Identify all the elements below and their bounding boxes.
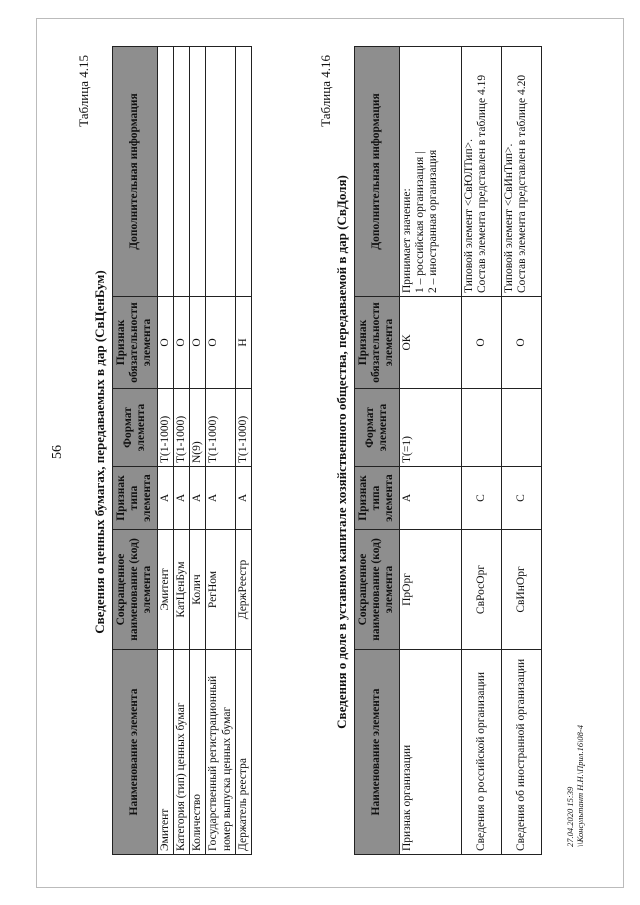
element-info-cell	[501, 47, 541, 297]
element-type-cell: А	[399, 467, 461, 530]
page-number: 56	[50, 445, 65, 459]
column-header: Наименование элемента	[355, 650, 400, 855]
element-info-cell	[173, 47, 189, 297]
element-required-cell: О	[190, 297, 206, 389]
element-name-cell: Сведения о российской организации	[461, 650, 501, 855]
table-header-row	[113, 47, 158, 855]
share-capital-table	[354, 46, 542, 855]
element-name-cell: Количество	[190, 650, 206, 855]
element-code-cell: Колич	[190, 530, 206, 650]
securities-table	[112, 46, 252, 855]
element-format-cell: Т(=1)	[399, 389, 461, 467]
info-line: Состав элемента представлен в таблице 4.19	[475, 74, 488, 293]
column-header: Формат элемента	[113, 389, 158, 467]
footer-stamp	[565, 725, 585, 847]
element-info-cell	[206, 47, 235, 297]
element-format-cell: Т(1-1000)	[157, 389, 173, 467]
element-name-cell: Государственный регистрационный номер выпуска ценных бумаг	[206, 650, 235, 855]
column-header: Наименование элемента	[113, 650, 158, 855]
element-code-cell: Эмитент	[157, 530, 173, 650]
table-4-15-title: Сведения о ценных бумагах, передаваемых в дар (СвЦенБум)	[92, 270, 107, 634]
table-row	[501, 47, 541, 855]
table-4-15-number: Таблица 4.15	[76, 55, 91, 127]
column-header: Сокращенное наименование (код) элемента	[113, 530, 158, 650]
table-4-16-title: Сведения о доле в уставном капитале хозяйственного общества, передаваемой в дар (СвДоля)	[334, 175, 349, 729]
element-type-cell: А	[235, 467, 251, 530]
element-code-cell: СвИнОрг	[501, 530, 541, 650]
element-info-cell	[399, 47, 461, 297]
element-format-cell: Т(1-1000)	[173, 389, 189, 467]
element-code-cell: ПрОрг	[399, 530, 461, 650]
footer-date: 27.04.2020 15:39	[565, 786, 575, 847]
element-code-cell: РегНом	[206, 530, 235, 650]
column-header: Признак обязательности элемента	[113, 297, 158, 389]
info-line: 1 – российская организация |	[413, 151, 426, 293]
element-name-cell: Эмитент	[157, 650, 173, 855]
element-type-cell: А	[206, 467, 235, 530]
element-name-cell: Категория (тип) ценных бумаг	[173, 650, 189, 855]
element-format-cell	[461, 389, 501, 467]
element-type-cell: А	[157, 467, 173, 530]
info-line: Типовой элемент <СвИнТип>.	[502, 143, 515, 293]
table-row	[190, 47, 206, 855]
element-type-cell: А	[173, 467, 189, 530]
table-row	[206, 47, 235, 855]
info-line: 2 – иностранная организация	[427, 149, 440, 293]
element-name-cell: Держатель реестра	[235, 650, 251, 855]
element-required-cell: О	[206, 297, 235, 389]
element-required-cell: О	[501, 297, 541, 389]
element-code-cell: ДержРеестр	[235, 530, 251, 650]
element-required-cell: Н	[235, 297, 251, 389]
table-4-16-number: Таблица 4.16	[318, 55, 333, 127]
info-line: Принимает значение:	[400, 188, 413, 293]
element-type-cell: А	[190, 467, 206, 530]
rotated-page-content	[40, 27, 600, 877]
footer-path: \\Консультант Н.Н.\Прил.16\08-4	[575, 724, 586, 847]
element-required-cell: О	[157, 297, 173, 389]
table-row	[399, 47, 461, 855]
column-header: Дополнительная информация	[355, 47, 400, 297]
element-name-cell: Признак организации	[399, 650, 461, 855]
table-row	[461, 47, 501, 855]
table-row	[173, 47, 189, 855]
element-required-cell: О	[173, 297, 189, 389]
element-info-cell	[190, 47, 206, 297]
table-row	[235, 47, 251, 855]
element-info-cell	[461, 47, 501, 297]
element-type-cell: С	[501, 467, 541, 530]
element-info-cell	[157, 47, 173, 297]
element-required-cell: О	[461, 297, 501, 389]
element-format-cell	[501, 389, 541, 467]
column-header: Признак обязательности элемента	[355, 297, 400, 389]
table-header-row	[355, 47, 400, 855]
element-required-cell: ОК	[399, 297, 461, 389]
element-type-cell: С	[461, 467, 501, 530]
column-header: Сокращенное наименование (код) элемента	[355, 530, 400, 650]
info-line: Типовой элемент <СвЮЛТип>.	[462, 139, 475, 293]
column-header: Признак типа элемента	[113, 467, 158, 530]
element-format-cell: Т(1-1000)	[206, 389, 235, 467]
table-row	[157, 47, 173, 855]
element-code-cell: СвРосОрг	[461, 530, 501, 650]
element-name-cell: Сведения об иностранной организации	[501, 650, 541, 855]
column-header: Признак типа элемента	[355, 467, 400, 530]
element-format-cell: N(9)	[190, 389, 206, 467]
info-line: Состав элемента представлен в таблице 4.20	[515, 74, 528, 293]
column-header: Формат элемента	[355, 389, 400, 467]
element-info-cell	[235, 47, 251, 297]
column-header: Дополнительная информация	[113, 47, 158, 297]
element-format-cell: Т(1-1000)	[235, 389, 251, 467]
element-code-cell: КатЦенБум	[173, 530, 189, 650]
